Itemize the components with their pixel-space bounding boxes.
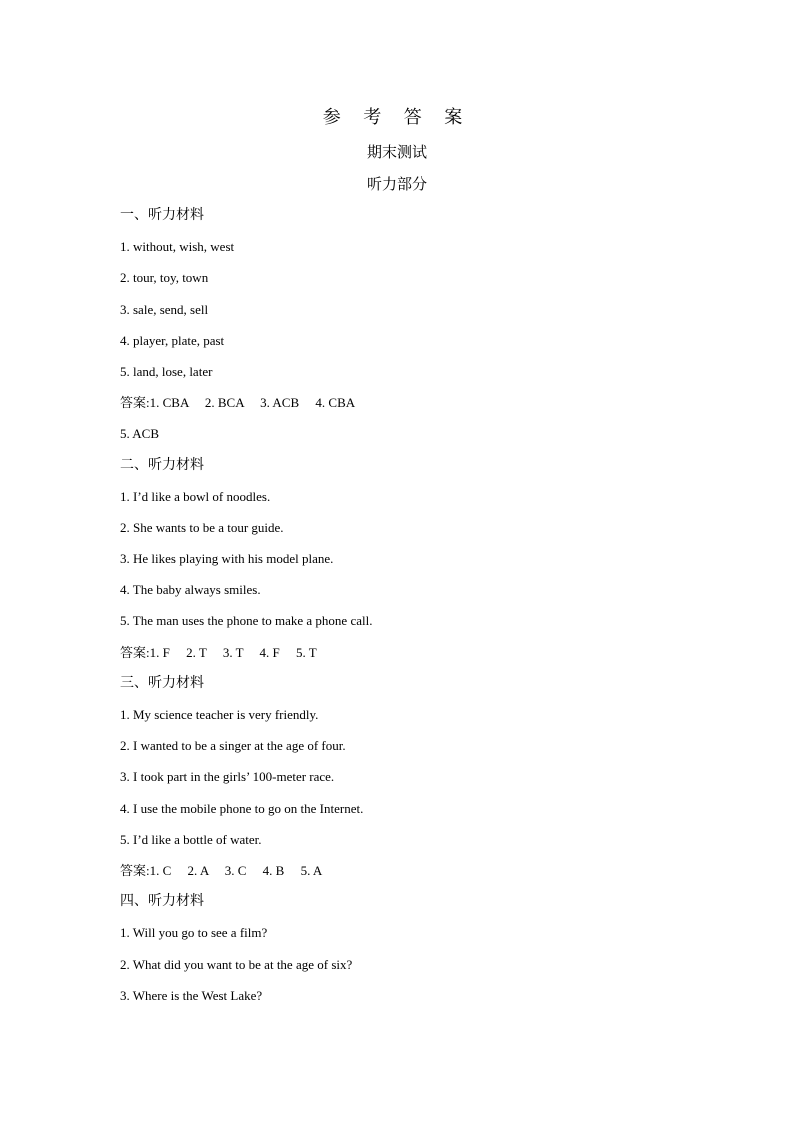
listening-item: 5. The man uses the phone to make a phone call. [120, 613, 373, 629]
document-title: 参 考 答 案 [322, 107, 472, 127]
listening-item: 2. She wants to be a tour guide. [120, 519, 284, 535]
section-heading: 一、听力材料 [120, 208, 204, 223]
listening-item: 4. player, plate, past [120, 332, 225, 348]
answer-line: 答案:1. F 2. T 3. T 4. F 5. T [120, 644, 317, 660]
listening-item: 1. without, wish, west [120, 239, 235, 255]
answer-content [120, 204, 740, 1015]
listening-item: 2. I wanted to be a singer at the age of four. [120, 738, 346, 754]
answer-line: 答案:1. C 2. A 3. C 4. B 5. A [120, 862, 323, 878]
section-heading: 四、听力材料 [120, 894, 204, 910]
listening-item: 3. I took part in the girls’ 100-meter race. [120, 769, 335, 785]
section-heading: 二、听力材料 [120, 457, 204, 473]
section-heading: 三、听力材料 [120, 675, 204, 691]
listening-item: 1. My science teacher is very friendly. [120, 707, 319, 722]
listening-item: 3. sale, send, sell [120, 301, 209, 317]
listening-item: 2. tour, toy, town [120, 270, 209, 286]
listening-item: 4. I use the mobile phone to go on the Internet. [120, 800, 364, 816]
listening-item: 1. I’d like a bowl of noodles. [120, 488, 271, 504]
answer-line: 5. ACB [120, 426, 160, 442]
listening-item: 5. land, lose, later [120, 363, 213, 379]
listening-item: 3. He likes playing with his model plane. [120, 551, 334, 567]
exam-name: 期末测试 [366, 145, 427, 161]
listening-item: 5. I’d like a bottle of water. [120, 831, 262, 847]
answer-line: 答案:1. CBA 2. BCA 3. ACB 4. CBA [120, 395, 356, 411]
section-name: 听力部分 [366, 177, 427, 193]
listening-item: 4. The baby always smiles. [120, 582, 261, 598]
listening-item: 1. Will you go to see a film? [120, 925, 268, 941]
listening-item: 2. What did you want to be at the age of six? [120, 956, 353, 972]
listening-item: 3. Where is the West Lake? [120, 987, 263, 1003]
